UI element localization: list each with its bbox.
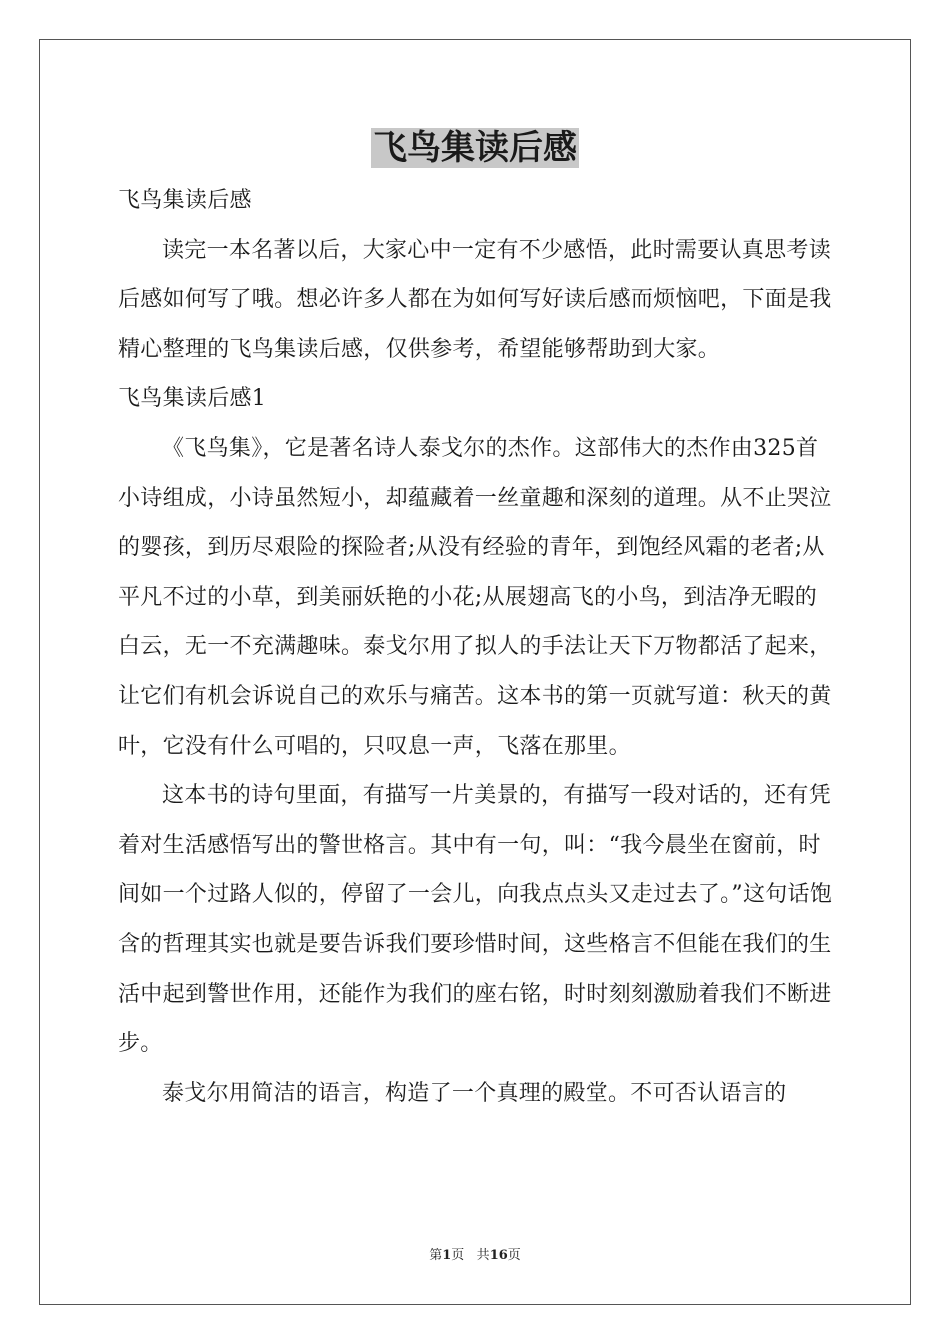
body-paragraph: 《飞鸟集》，它是著名诗人泰戈尔的杰作。这部伟大的杰作由325首小诗组成，小诗虽然短小，却蕴藏着一丝童趣和深刻的道理。从不止哭泣的婴孩，到历尽艰险的探险者;从没有经验的青年，到饱经风霜的老者;从平凡不过的小草，到美丽妖艳的小花;从展翅高飞的小鸟，到洁净无暇的白云，无一不充满趣味。泰戈尔用了拟人的手法让天下万物都活了起来，让它们有机会诉说自己的欢乐与痛苦。这本书的第一页就写道：秋天的黄叶，它没有什么可唱的，只叹息一声，飞落在那里。: [118, 435, 832, 759]
page-number: 1: [442, 1248, 452, 1263]
body-paragraph: 泰戈尔用简洁的语言，构造了一个真理的殿堂。不可否认语言的: [162, 1080, 787, 1106]
body-paragraph: 飞鸟集读后感1: [118, 386, 267, 412]
body-paragraph: 读完一本名著以后，大家心中一定有不少感悟，此时需要认真思考读后感如何写了哦。想必许多人都在为如何写好读后感而烦恼吧，下面是我精心整理的飞鸟集读后感，仅供参考，希望能够帮助到大家。: [118, 237, 832, 362]
page-label-suffix: 页: [451, 1248, 465, 1263]
total-pages: 16: [489, 1248, 508, 1263]
document-title: [0, 126, 950, 170]
body-paragraph: 飞鸟集读后感: [118, 188, 252, 213]
page-footer: [0, 1247, 950, 1265]
page-label-prefix: 第: [429, 1248, 443, 1263]
document-body: [118, 176, 838, 1118]
body-paragraph: 这本书的诗句里面，有描写一片美景的，有描写一段对话的，还有凭着对生活感悟写出的警世格言。其中有一句，叫：“我今晨坐在窗前，时间如一个过路人似的，停留了一会儿，向我点点头又走过去了。”这句话饱含的哲理其实也就是要告诉我们要珍惜时间，这些格言不但能在我们的生活中起到警世作用，还能作为我们的座右铭，时时刻刻激励着我们不断进步。: [118, 783, 833, 1057]
total-label-suffix: 页: [507, 1248, 521, 1263]
total-label-prefix: 共: [476, 1248, 490, 1263]
document-title-text: 飞鸟集读后感: [373, 128, 577, 168]
